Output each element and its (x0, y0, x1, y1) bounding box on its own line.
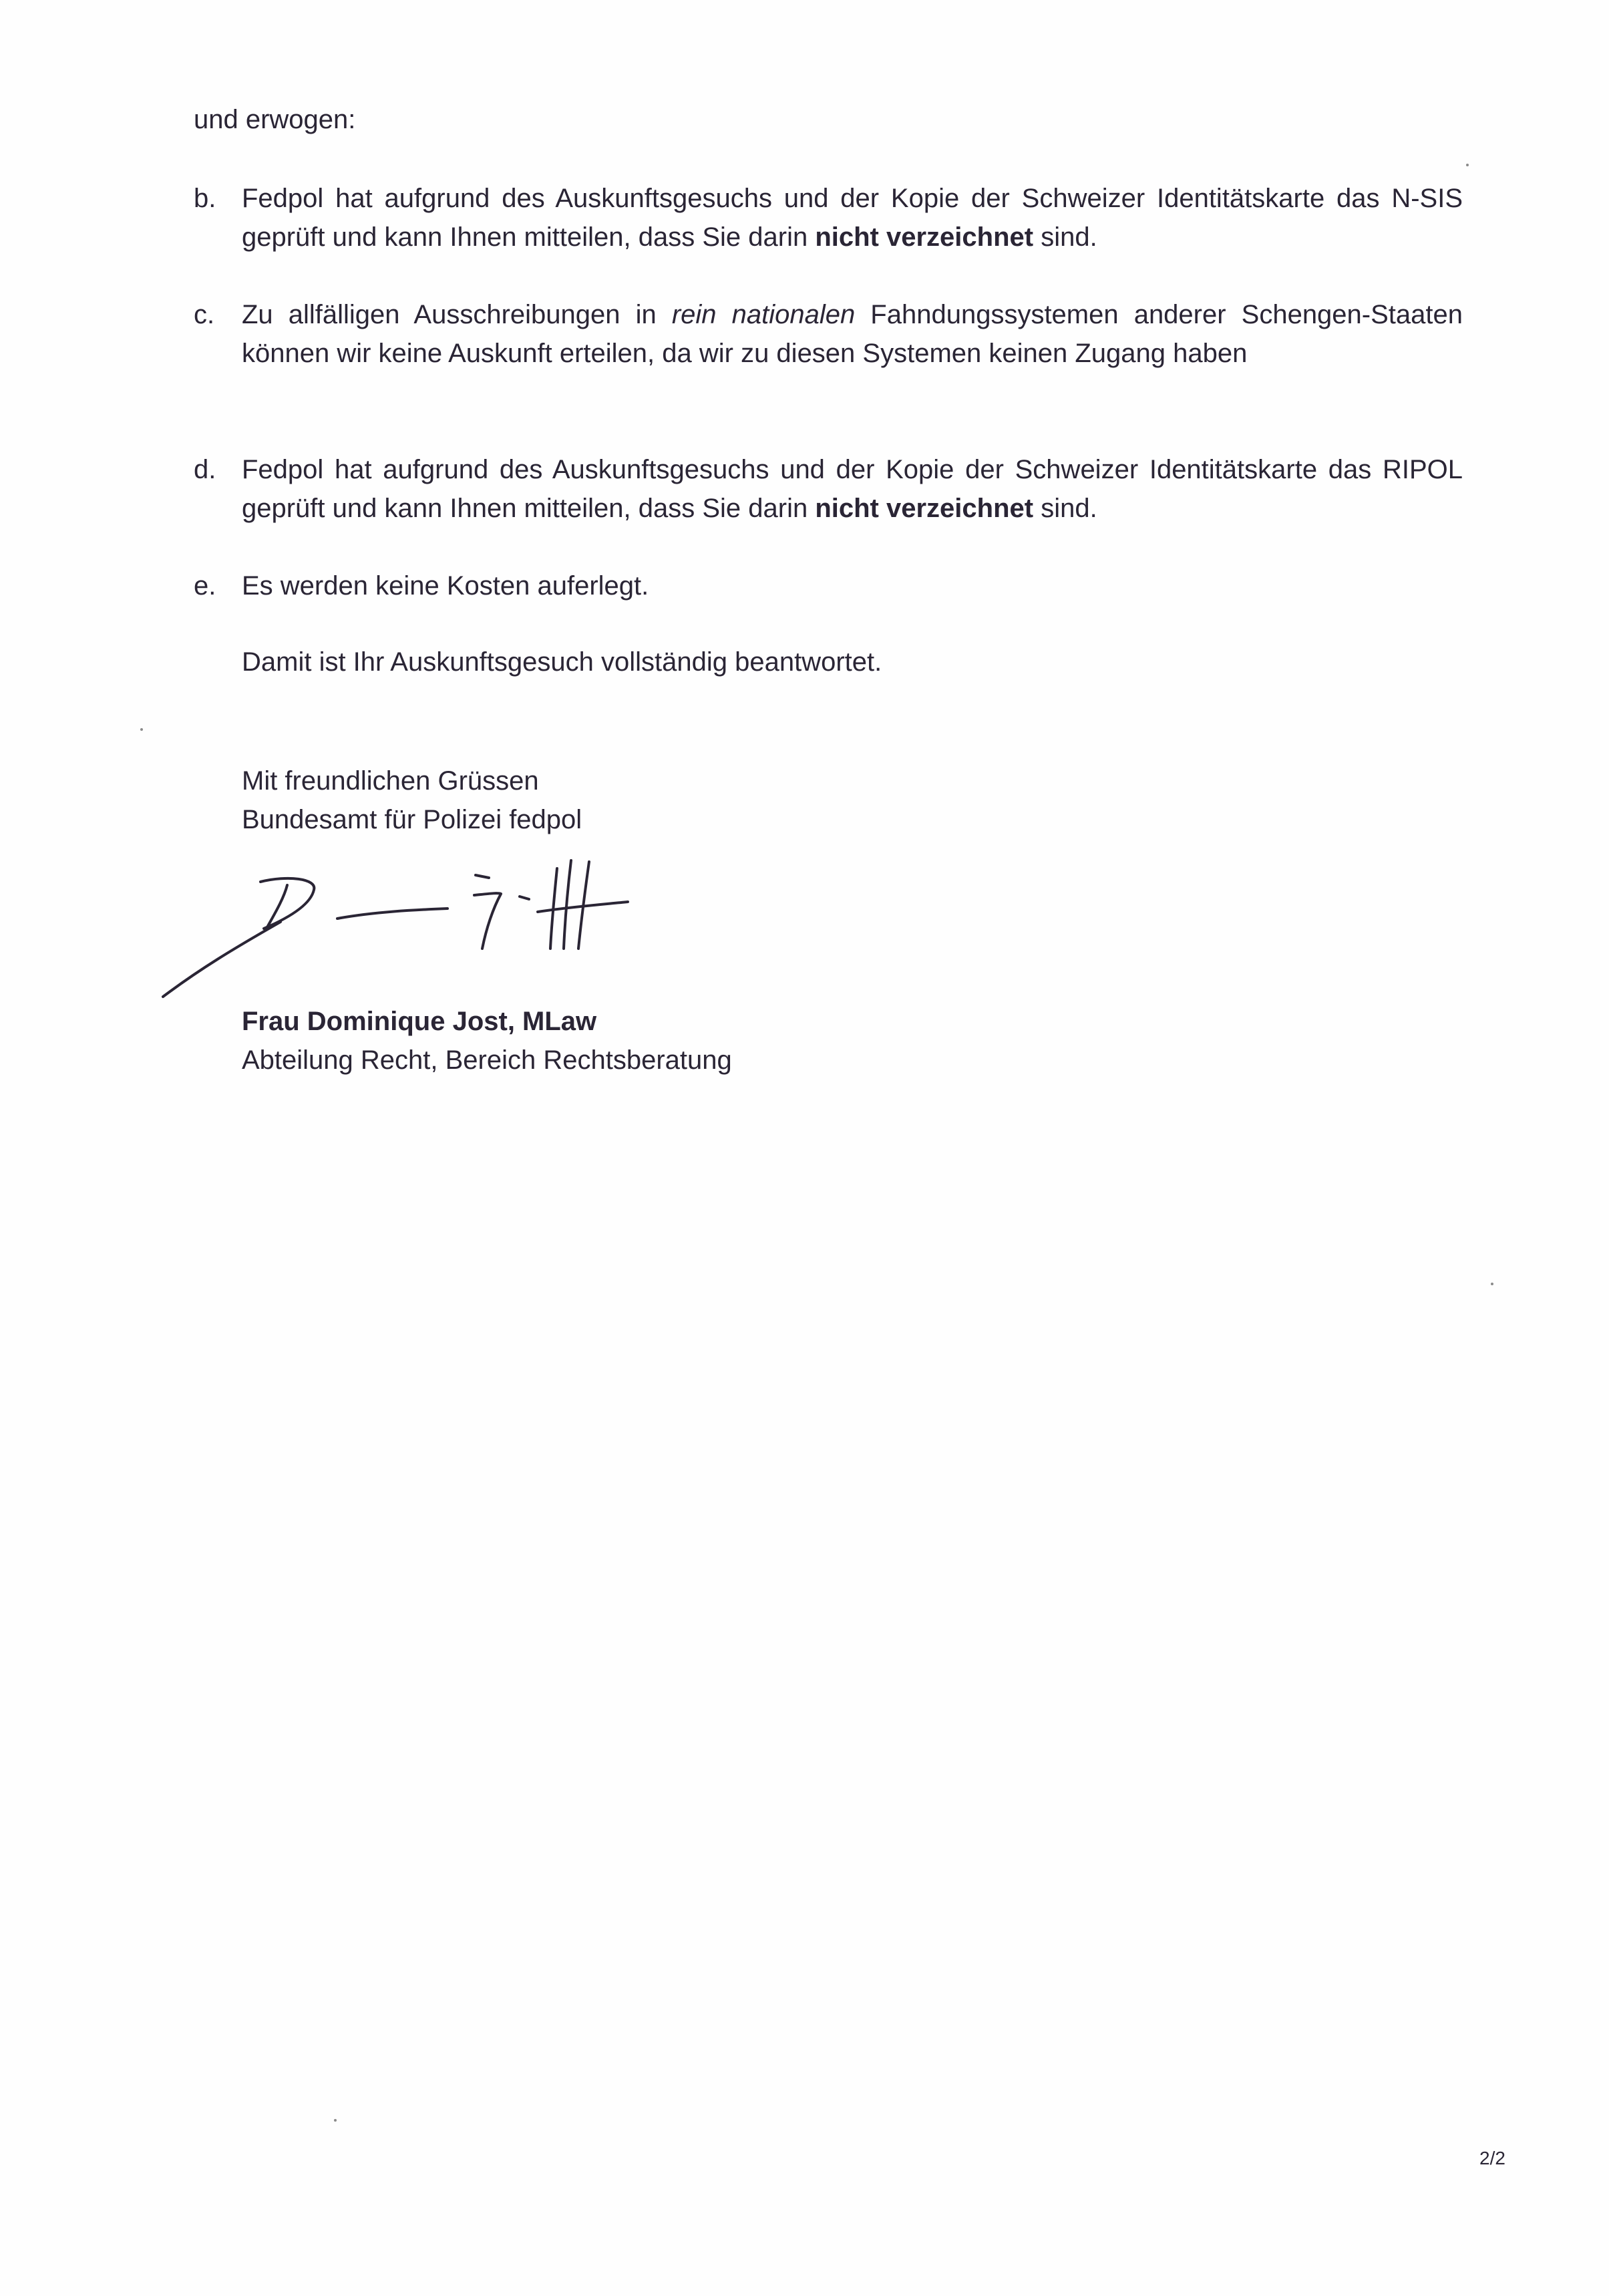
signer-name: Frau Dominique Jost, MLaw (242, 1007, 597, 1036)
scan-speck (1491, 1283, 1493, 1285)
closing-block (242, 762, 582, 839)
signer-department: Abteilung Recht, Bereich Rechtsberatung (242, 1045, 732, 1075)
scan-speck (140, 728, 143, 731)
scan-speck (334, 2119, 337, 2122)
page-number: 2/2 (1479, 2148, 1505, 2168)
item-text-segment: Fedpol hat aufgrund des Auskunftsgesuchs und der Kopie der Schweizer Identitätskarte das N-SIS geprüft und kann Ihnen mitteilen, dass Sie darin (242, 184, 1463, 252)
item-bold-segment: nicht verzeichnet (815, 494, 1034, 523)
intro-line: und erwogen: (194, 105, 356, 134)
list-marker: d. (194, 455, 216, 484)
list-item-e (194, 566, 1463, 605)
list-marker: e. (194, 571, 216, 601)
list-marker: b. (194, 184, 216, 213)
list-marker: c. (194, 300, 215, 329)
list-item-text (242, 179, 1463, 257)
item-text-segment: Fedpol hat aufgrund des Auskunftsgesuchs und der Kopie der Schweizer Identitätskarte das RIPOL geprüft und kann Ihnen mitteilen, dass Sie darin (242, 455, 1463, 523)
list-item-text (242, 295, 1463, 373)
signer-block (242, 1002, 732, 1080)
list-item-text: Es werden keine Kosten auferlegt. (242, 571, 649, 601)
list-item-text (242, 450, 1463, 528)
item-text-segment: sind. (1033, 222, 1097, 252)
conclusion-line: Damit ist Ihr Auskunftsgesuch vollständig beantwortet. (242, 647, 882, 677)
handwritten-signature (154, 848, 701, 1009)
scan-speck (1466, 164, 1469, 166)
list-item-d (194, 450, 1463, 528)
list-item-c (194, 295, 1463, 373)
item-italic-segment: rein nationalen (671, 300, 856, 329)
item-text-segment: Fahndungssystemen anderer Schengen-Staaten können wir keine Auskunft erteilen, da wir zu diesen Systemen keinen Zugang haben (242, 300, 1463, 368)
list-item-b (194, 179, 1463, 257)
item-bold-segment: nicht verzeichnet (815, 222, 1034, 252)
item-text-segment: Zu allfälligen Ausschreibungen in (242, 300, 672, 329)
greeting: Mit freundlichen Grüssen (242, 766, 539, 796)
organization-name: Bundesamt für Polizei fedpol (242, 805, 582, 834)
item-text-segment: sind. (1033, 494, 1097, 523)
